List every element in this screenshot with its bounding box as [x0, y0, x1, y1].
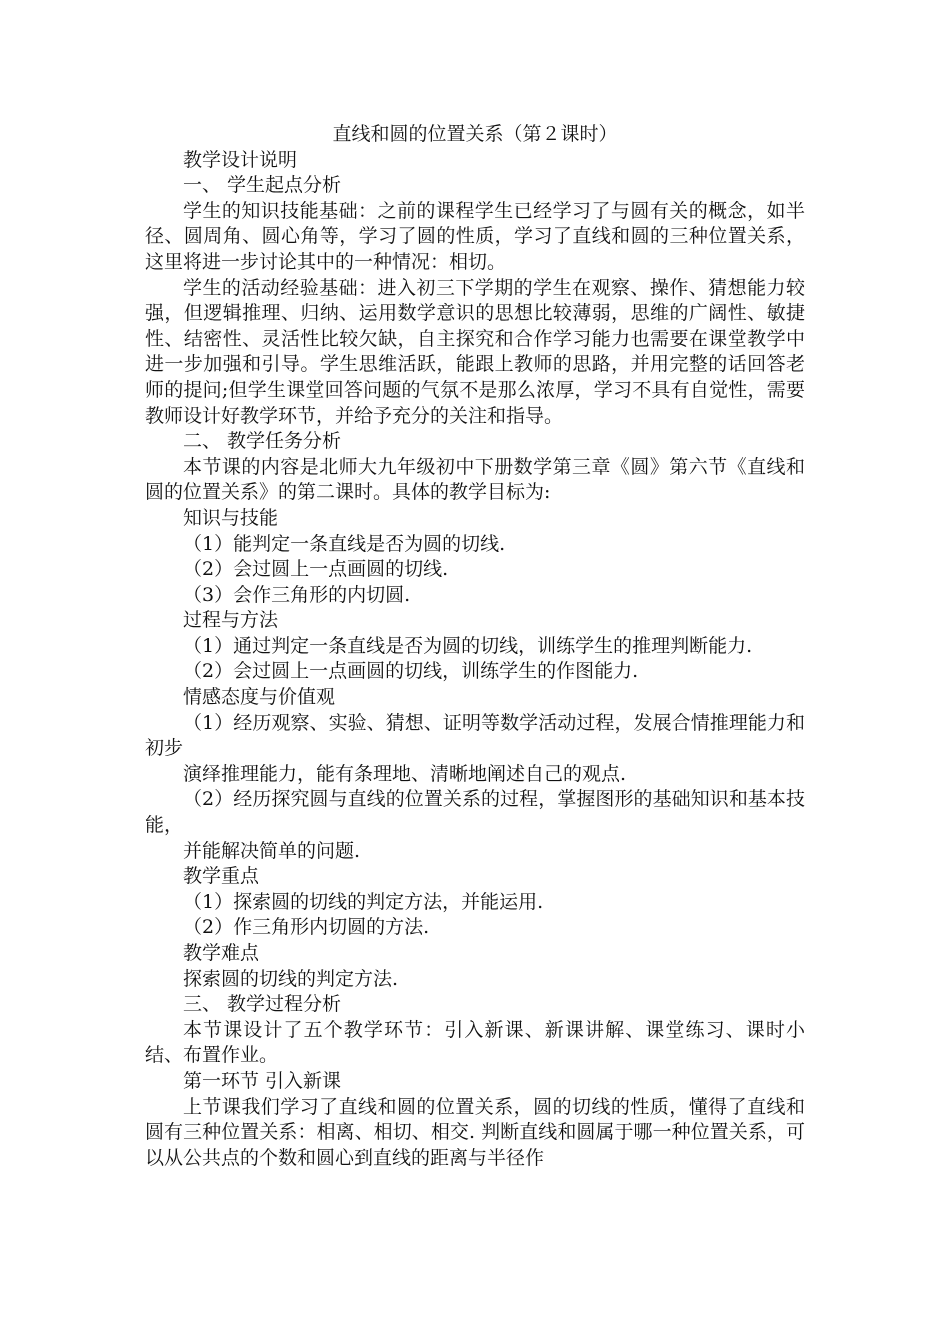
- paragraph: 学生的知识技能基础：之前的课程学生已经学习了与圆有关的概念，如半径、圆周角、圆心角等，学习了圆的性质，学习了直线和圆的三种位置关系，这里将进一步讨论其中的一种情况：相切。: [145, 199, 805, 273]
- paragraph: 探索圆的切线的判定方法.: [183, 967, 399, 990]
- list-item: （1）能判定一条直线是否为圆的切线.: [183, 532, 506, 555]
- document-title: 直线和圆的位置关系（第２课时）: [332, 123, 618, 145]
- list-item: （1）经历观察、实验、猜想、证明等数学活动过程，发展合情推理能力和初步: [145, 711, 805, 760]
- subheading: 第一环节 引入新课: [183, 1069, 342, 1092]
- paragraph: 上节课我们学习了直线和圆的位置关系，圆的切线的性质，懂得了直线和圆有三种位置关系：相离、相切、相交. 判断直线和圆属于哪一种位置关系，可以从公共点的个数和圆心到直线的距离与半径作: [145, 1095, 805, 1169]
- paragraph: 学生的活动经验基础：进入初三下学期的学生在观察、操作、猜想能力较强，但逻辑推理、归纳、运用数学意识的思想比较薄弱，思维的广阔性、敏捷性、结密性、灵活性比较欠缺，自主探究和合作学习能力也需要在课堂教学中进一步加强和引导。学生思维活跃，能跟上教师的思路，并用完整的话回答老师的提问;但学生课堂回答问题的气氛不是那么浓厚，学习不具有自觉性，需要教师设计好教学环节，并给予充分的关注和指导。: [145, 276, 805, 427]
- section-heading: 二、 教学任务分析: [183, 430, 342, 453]
- list-item: （3）会作三角形的内切圆.: [183, 583, 411, 606]
- subheading: 过程与方法: [183, 609, 279, 632]
- paragraph: 本节课设计了五个教学环节：引入新课、新课讲解、课堂练习、课时小结、布置作业。: [145, 1018, 805, 1067]
- subheading: 教学难点: [183, 942, 260, 964]
- paragraph: 本节课的内容是北师大九年级初中下册数学第三章《圆》第六节《直线和圆的位置关系》的第二课时。具体的教学目标为:: [145, 455, 805, 504]
- paragraph: 演绎推理能力，能有条理地、清晰地阐述自己的观点.: [183, 762, 627, 785]
- subheading: 知识与技能: [183, 506, 279, 529]
- section-heading: 一、 学生起点分析: [183, 174, 342, 197]
- list-item: （1）通过判定一条直线是否为圆的切线，训练学生的推理判断能力.: [183, 634, 753, 657]
- list-item: （2）作三角形内切圆的方法.: [183, 916, 430, 939]
- subheading: 教学重点: [183, 865, 260, 888]
- paragraph: 并能解决简单的问题.: [183, 839, 361, 862]
- document-page: [145, 122, 805, 1171]
- list-item: （1）探索圆的切线的判定方法，并能运用.: [183, 890, 544, 913]
- list-item: （2）会过圆上一点画圆的切线.: [183, 558, 449, 581]
- paragraph: 教学设计说明: [183, 148, 298, 171]
- list-item: （2）经历探究圆与直线的位置关系的过程，掌握图形的基础知识和基本技能，: [145, 788, 805, 837]
- section-heading: 三、 教学过程分析: [183, 993, 342, 1016]
- subheading: 情感态度与价值观: [183, 686, 336, 709]
- list-item: （2）会过圆上一点画圆的切线，训练学生的作图能力.: [183, 660, 639, 683]
